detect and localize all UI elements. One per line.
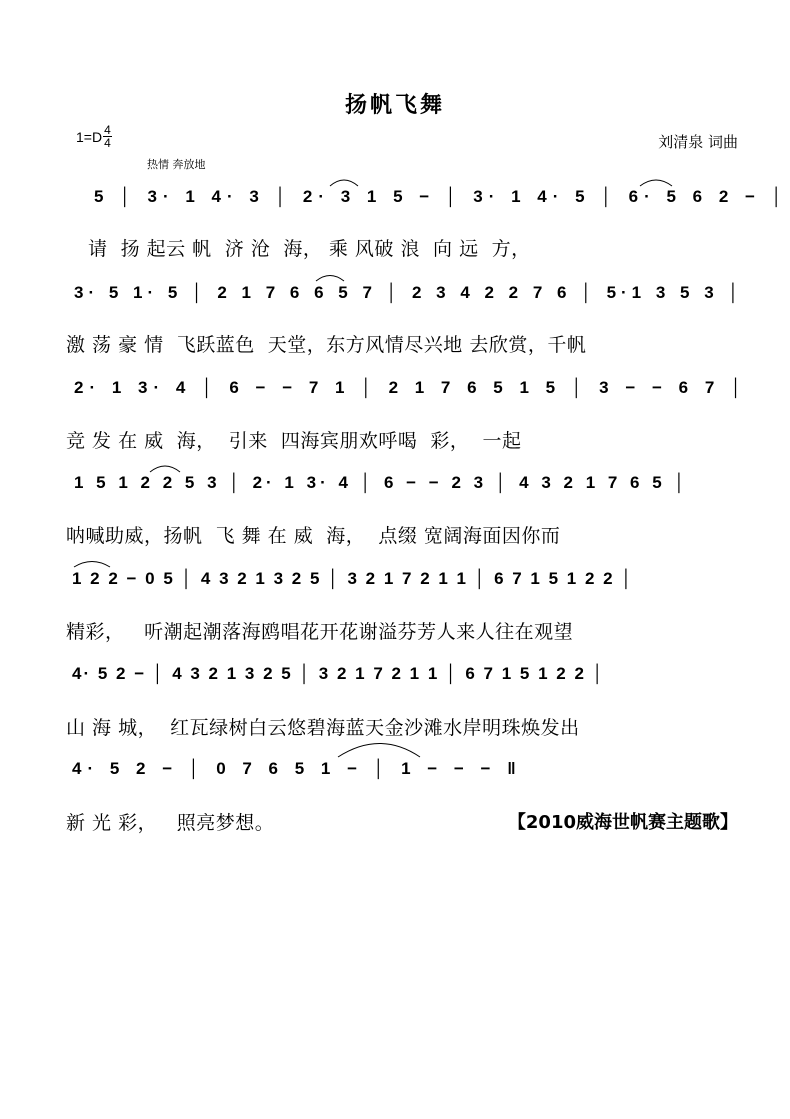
key-label: 1=D — [76, 128, 103, 145]
slur-mark — [640, 180, 672, 186]
composer-credit: 刘清泉 词曲 — [658, 133, 738, 151]
lyric-line: 新 光 彩， 照亮梦想。 — [66, 812, 275, 834]
slur-mark — [74, 562, 110, 568]
notation-text: 2· 1 3· 4 │ 6 − − 7 1 │ 2 1 7 6 5 1 5 │ 3 − − 6 7 │ — [74, 378, 748, 397]
notation-text: 5 │ 3· 1 4· 3 │ 2· 3 1 5 − │ 3· 1 4· 5 │ 6· 5 6 2 − │ — [94, 187, 789, 206]
notation-text: 4· 5 2 − │ 0 7 6 5 1 − │ 1 − − − ‖ — [72, 759, 522, 778]
notation-text: 4· 5 2 − │ 4 3 2 1 3 2 5 │ 3 2 1 7 2 1 1 │ 6 7 1 5 1 2 2 │ — [72, 664, 606, 683]
time-denominator: 4 — [104, 136, 111, 150]
expression-mark: 热情 奔放地 — [147, 158, 206, 171]
slur-mark — [150, 466, 180, 472]
lyric-line: 山 海 城， 红瓦绿树白云悠碧海蓝天金沙滩水岸明珠焕发出 — [66, 717, 580, 739]
notation-text: 3· 5 1· 5 │ 2 1 7 6 6 5 7 │ 2 3 4 2 2 7 6 │ 5·1 3 5 3 │ — [74, 283, 745, 302]
lyric-line: 呐喊助威，扬帆 飞 舞 在 威 海， 点缀 宽阔海面因你而 — [66, 525, 561, 547]
notation-text: 1 5 1 2 2 5 3 │ 2· 1 3· 4 │ 6 − − 2 3 │ 4 3 2 1 7 6 5 │ — [74, 473, 690, 492]
lyric-line: 竞 发 在 威 海， 引来 四海宾朋欢呼喝 彩， 一起 — [66, 430, 522, 452]
time-numerator: 4 — [104, 123, 111, 137]
lyric-line: 精彩， 听潮起潮落海鸥唱花开花谢溢芬芳人来人往在观望 — [66, 621, 574, 643]
lyric-line: 激 荡 豪 情 飞跃蓝色 天堂，东方风情尽兴地 去欣赏，千帆 — [66, 334, 587, 356]
lyric-line: 请 扬 起云 帆 济 沧 海， 乘 风破 浪 向 远 方， — [88, 238, 531, 260]
slur-mark — [316, 276, 344, 282]
song-title: 扬帆飞舞 — [344, 93, 445, 118]
slur-mark — [338, 744, 420, 758]
notation-text: 1 2 2 − 0 5 │ 4 3 2 1 3 2 5 │ 3 2 1 7 2 1 1 │ 6 7 1 5 1 2 2 │ — [72, 569, 634, 588]
song-footer-note: 【2010威海世帆赛主题歌】 — [507, 812, 738, 833]
slur-mark — [330, 180, 358, 186]
